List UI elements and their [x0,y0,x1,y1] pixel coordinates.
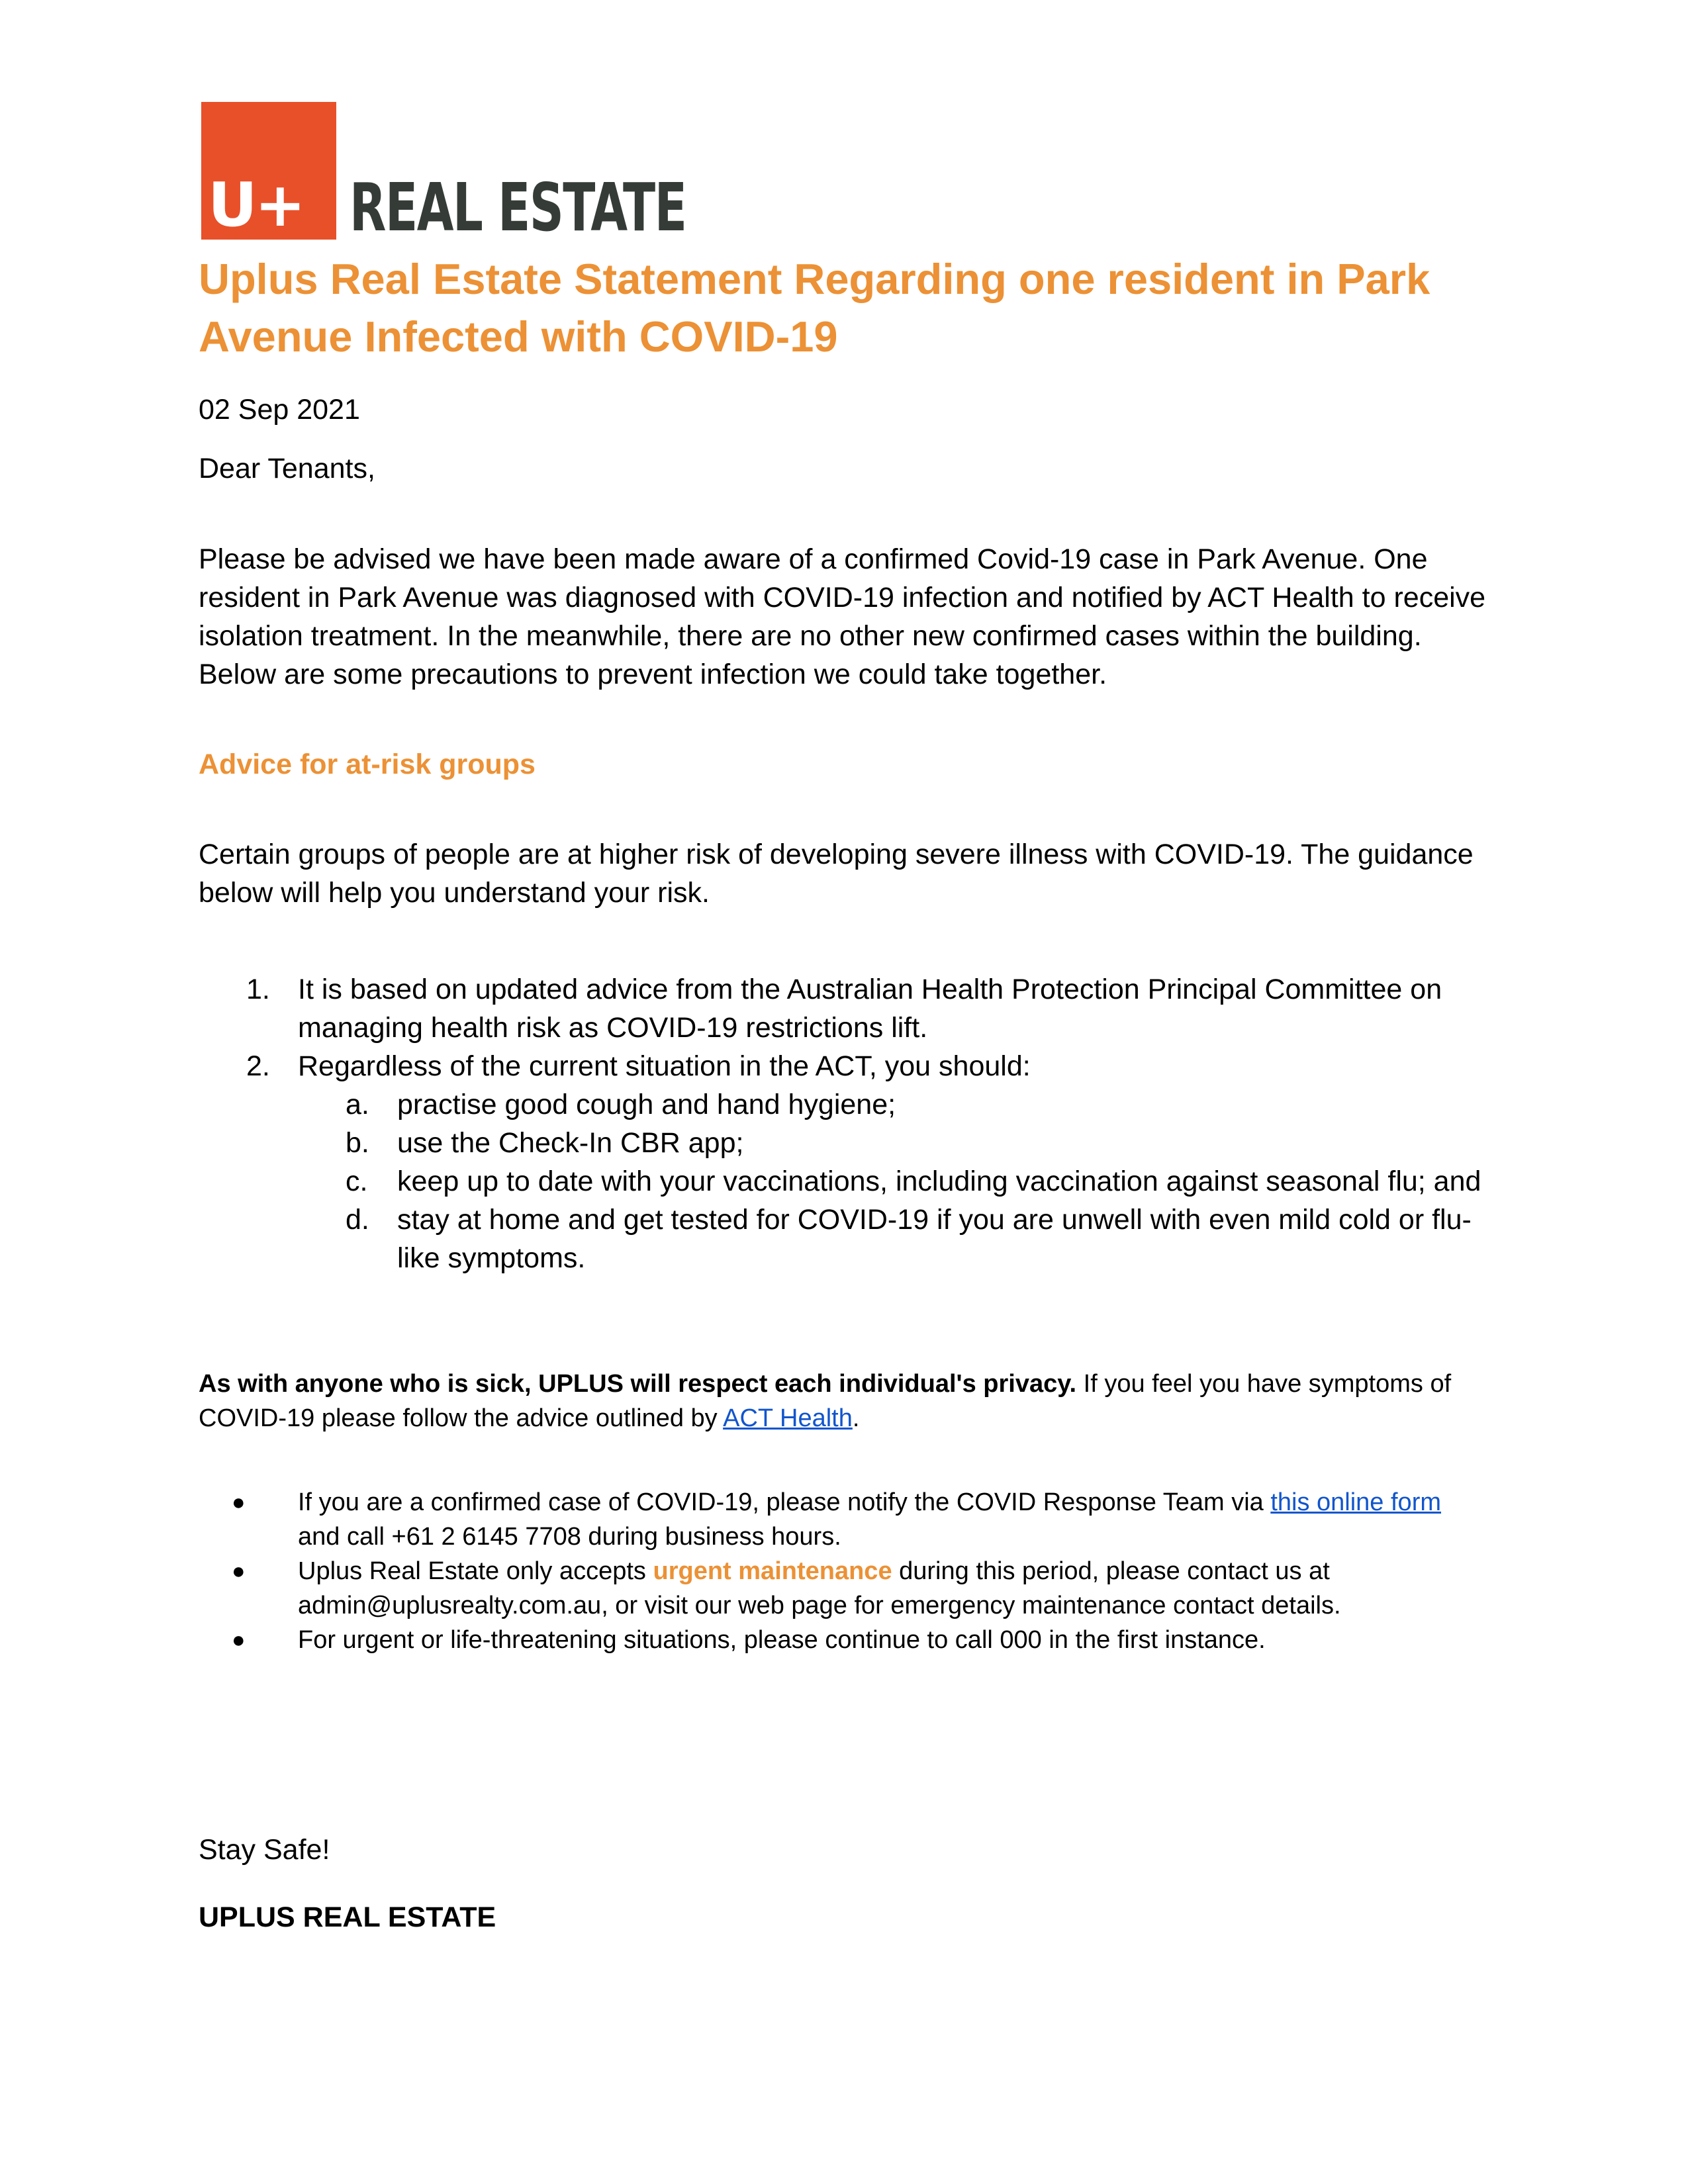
company-logo [201,102,817,246]
bullet-text: For urgent or life-threatening situations, please continue to call 000 in the first instance. [298,1626,1266,1654]
privacy-paragraph [199,1367,1489,1435]
list-item [199,1047,1489,1277]
bullet-text: during this period, please contact us at admin@uplusrealty.com.au, or visit our web page for emergency maintenance contact details. [298,1557,1341,1619]
privacy-text: If you feel you have symptoms of COVID-19 please follow the advice outlined by [199,1370,1452,1432]
statement-date: 02 Sep 2021 [199,394,360,426]
bullet-icon: ● [232,1627,246,1653]
intro-paragraph: Please be advised we have been made aware of a confirmed Covid-19 case in Park Avenue. One resident in Park Avenue was diagnosed with COVID-19 infection and notified by ACT Health to receive isolation treatment. In the meanwhile, there are no other new confirmed cases within the building. Below are some precautions to prevent infection we could take together. [199,543,1486,690]
bullet-text: Uplus Real Estate only accepts [298,1557,653,1585]
logo-wordmark: REAL ESTATE [350,169,686,246]
closing-text: Stay Safe! [199,1834,330,1866]
sub-list-letter: a. [346,1089,369,1120]
privacy-end: . [852,1404,860,1432]
logo-mark-text: U+ [208,169,303,240]
sub-list-item [298,1201,1489,1277]
sub-list-item-text: stay at home and get tested for COVID-19 if you are unwell with even mild cold or flu-like symptoms. [397,1204,1472,1274]
advice-intro-paragraph: Certain groups of people are at higher risk of developing severe illness with COVID-19. The guidance below will help you understand your risk. [199,839,1474,909]
advice-heading: Advice for at-risk groups [199,749,536,780]
sub-list-item [298,1124,1489,1162]
numbered-list [199,970,1489,1277]
list-number: 2. [246,1050,270,1082]
sub-list-item-text: practise good cough and hand hygiene; [397,1089,896,1120]
sub-list-letter: c. [346,1165,368,1197]
bullet-icon: ● [232,1490,246,1515]
sub-list-item-text: keep up to date with your vaccinations, including vaccination against seasonal flu; and [397,1165,1481,1197]
list-item-text: It is based on updated advice from the Australian Health Protection Principal Committee on managing health risk as COVID-19 restrictions lift. [298,974,1442,1044]
bullet-item [199,1623,1489,1657]
privacy-bold-text: As with anyone who is sick, UPLUS will respect each individual's privacy. [199,1370,1077,1398]
page-title: Uplus Real Estate Statement Regarding one resident in Park Avenue Infected with COVID-19 [199,255,1430,361]
signature: UPLUS REAL ESTATE [199,1901,496,1933]
document-page [199,0,1489,2184]
bullet-item [199,1485,1489,1554]
sub-list-item [298,1162,1489,1201]
list-item [199,970,1489,1047]
logo-mark [201,102,336,240]
greeting: Dear Tenants, [199,453,375,484]
sub-list-letter: d. [346,1204,369,1236]
list-item-text: Regardless of the current situation in the ACT, you should: [298,1050,1031,1082]
bullet-text: and call +61 2 6145 7708 during business hours. [298,1523,841,1551]
online-form-link[interactable]: this online form [1270,1488,1441,1516]
sub-list-item-text: use the Check-In CBR app; [397,1127,744,1159]
sub-list [298,1085,1489,1277]
bullet-item [199,1554,1489,1623]
bullet-icon: ● [232,1559,246,1584]
act-health-link[interactable]: ACT Health [723,1404,853,1432]
sub-list-item [298,1085,1489,1124]
urgent-maintenance-highlight: urgent maintenance [653,1557,892,1585]
list-number: 1. [246,974,270,1005]
bullet-text: If you are a confirmed case of COVID-19, please notify the COVID Response Team via [298,1488,1271,1516]
bullet-list [199,1485,1489,1657]
sub-list-letter: b. [346,1127,369,1159]
